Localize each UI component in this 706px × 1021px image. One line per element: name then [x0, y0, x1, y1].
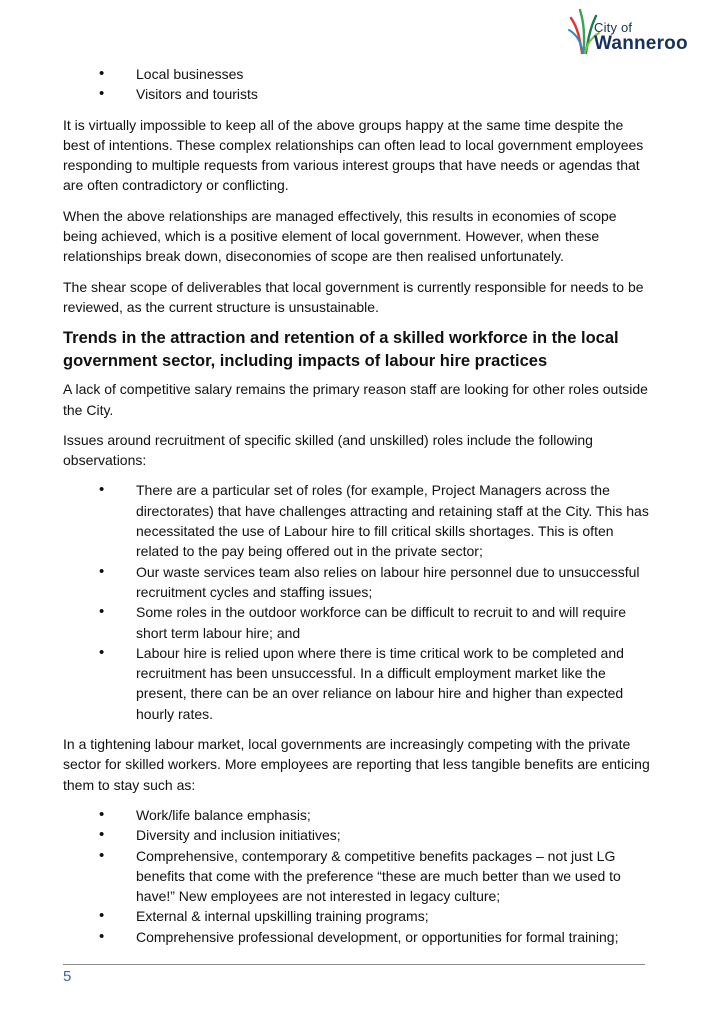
- bullet-list-benefits: [63, 805, 653, 947]
- paragraph: It is virtually impossible to keep all of the above groups happy at the same time despite the best of intentions. These complex relationships can often lead to local government employees responding to multiple requests from various interest groups that have needs or agendas that are often contradictory or conflicting.: [63, 116, 644, 194]
- list-item: • Labour hire is relied upon where there is time critical work to be completed and recruitment has been unsuccessful. In a difficult employment market like the present, there can be an over reliance on labour hire and higher than expected hourly rates.: [63, 643, 653, 724]
- list-item: • Comprehensive, contemporary & competitive benefits packages – not just LG benefits that come with the preference “these are much better than we used to have!” New employees are not interested in legacy culture;: [63, 846, 653, 907]
- footer-divider: [63, 964, 645, 965]
- list-item: • External & internal upskilling training programs;: [63, 906, 653, 926]
- list-item: • Diversity and inclusion initiatives;: [63, 825, 653, 845]
- paragraph: When the above relationships are managed effectively, this results in economies of scope being achieved, which is a positive element of local government. However, when these relationships break down, diseconomies of scope are then realised unfortunately.: [63, 207, 617, 265]
- logo-text-wanneroo: Wanneroo: [594, 33, 688, 54]
- paragraph: A lack of competitive salary remains the primary reason staff are looking for other roles outside the City.: [63, 381, 648, 418]
- bullet-list-top: [63, 64, 653, 105]
- list-item: • Visitors and tourists: [63, 84, 653, 104]
- list-item: • Work/life balance emphasis;: [63, 805, 653, 825]
- page-number: 5: [63, 968, 72, 985]
- list-item: • Comprehensive professional development, or opportunities for formal training;: [63, 927, 653, 947]
- list-item: • Our waste services team also relies on labour hire personnel due to unsuccessful recruitment cycles and staffing issues;: [63, 562, 653, 603]
- list-item: • Local businesses: [63, 64, 653, 84]
- logo-text-city-of: City of: [594, 20, 633, 35]
- paragraph: Issues around recruitment of specific skilled (and unskilled) roles include the following observations:: [63, 431, 593, 469]
- document-body: [63, 64, 653, 957]
- bullet-list-recruitment-issues: [63, 480, 653, 724]
- list-item: • Some roles in the outdoor workforce can be difficult to recruit to and will require short term labour hire; and: [63, 602, 653, 643]
- section-heading: Trends in the attraction and retention of a skilled workforce in the local government sector, including impacts of labour hire practices: [63, 329, 619, 370]
- list-item: • There are a particular set of roles (for example, Project Managers across the directorates) that have challenges attracting and retaining staff at the City. This has necessitated the use of Labour hire to fill critical skills shortages. This is often related to the pay being offered out in the private sector;: [63, 480, 653, 561]
- paragraph: In a tightening labour market, local governments are increasingly competing with the private sector for skilled workers. More employees are reporting that less tangible benefits are enticing them to stay such as:: [63, 736, 650, 793]
- city-of-wanneroo-logo: [568, 6, 702, 56]
- paragraph: The shear scope of deliverables that local government is currently responsible for needs to be reviewed, as the current structure is unsustainable.: [63, 278, 644, 315]
